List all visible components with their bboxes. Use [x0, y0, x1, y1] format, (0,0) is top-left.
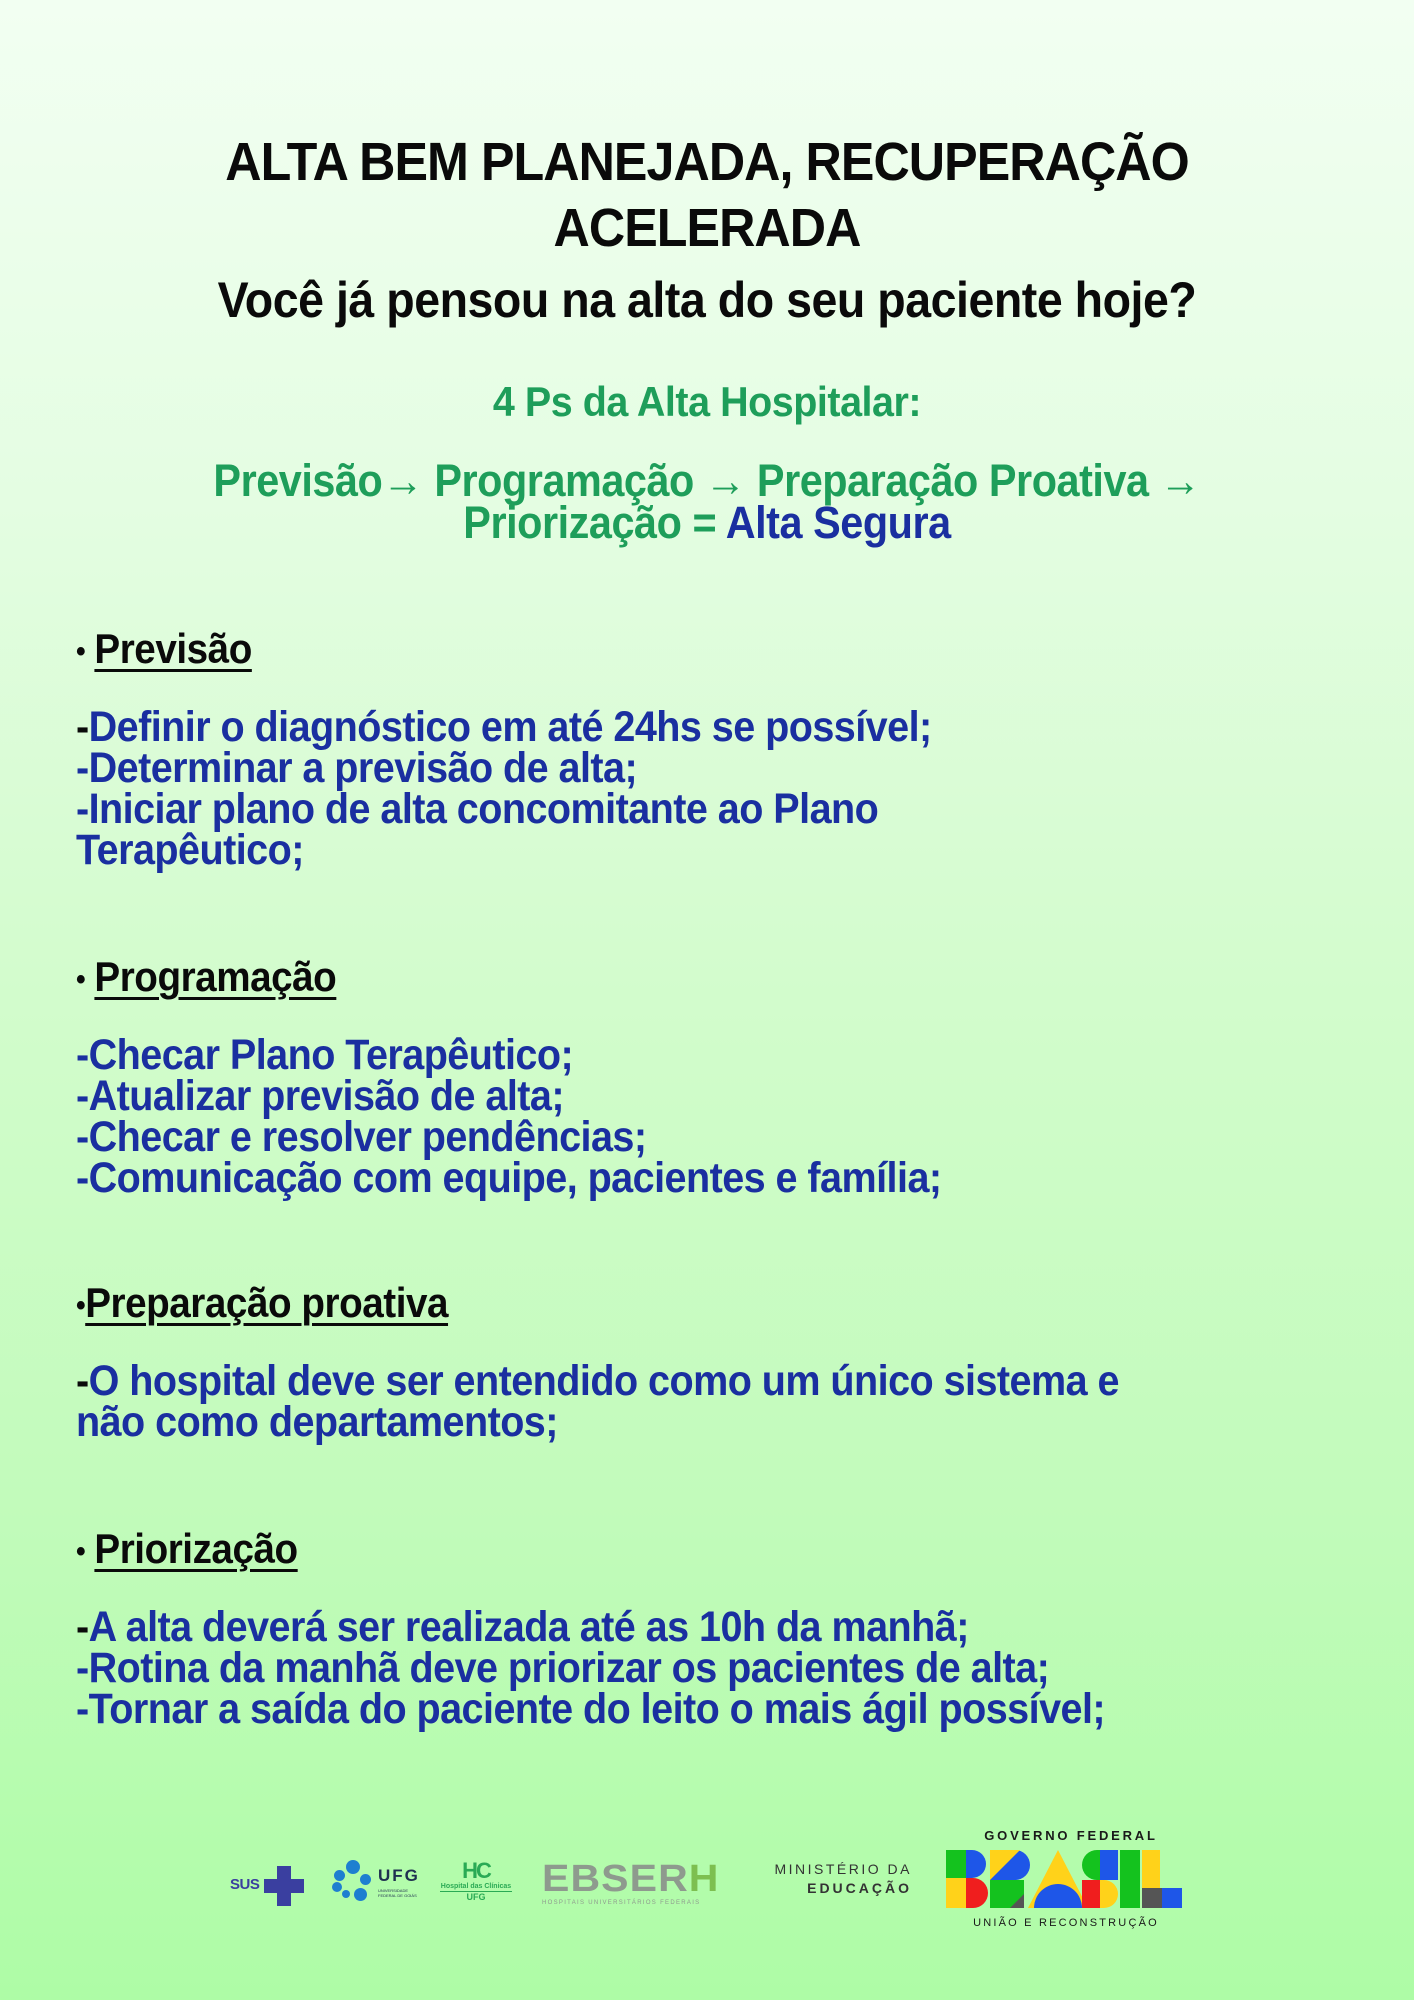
- sus-cross-icon-bar: [264, 1879, 304, 1893]
- gov-line1: GOVERNO FEDERAL: [984, 1828, 1158, 1843]
- list-item: -Iniciar plano de alta concomitante ao Plano: [76, 784, 879, 833]
- sus-logo: [230, 1866, 310, 1906]
- ebserh-wordmark: [542, 1860, 732, 1898]
- section-programacao: [76, 952, 1376, 1202]
- list-item: -Atualizar previsão de alta;: [76, 1071, 564, 1120]
- ufg-hexagon-icon: [334, 1870, 345, 1881]
- hc-ufg-logo: [440, 1860, 512, 1910]
- dash-marker: -: [76, 1602, 89, 1651]
- list-item: Terapêutico;: [76, 825, 304, 874]
- ebserh-subtitle: HOSPITAIS UNIVERSITÁRIOS FEDERAIS: [542, 1900, 701, 1906]
- poster-title-line1: ALTA BEM PLANEJADA, RECUPERAÇÃO: [225, 132, 1189, 192]
- ebserh-logo: [542, 1860, 718, 1906]
- poster-subtitle: Você já pensou na alta do seu paciente hoje?: [217, 272, 1197, 328]
- mec-line1: MINISTÉRIO DA: [774, 1861, 912, 1877]
- list-item: -Comunicação com equipe, pacientes e família;: [76, 1153, 942, 1202]
- list-item: [76, 1356, 1272, 1405]
- section-title: Priorização: [94, 1525, 298, 1572]
- bullet-icon: •: [76, 634, 86, 668]
- section-heading: [76, 952, 1272, 1005]
- section-items: [76, 1602, 1376, 1733]
- brasil-wordmark-icon: [946, 1850, 1182, 1908]
- bullet-icon: •: [76, 962, 86, 996]
- section-previsao: [76, 624, 1376, 874]
- ufg-hexagon-icon: [346, 1860, 360, 1874]
- four-ps-flow-line1: Previsão→ Programação → Preparação Proativa →: [213, 455, 1201, 506]
- section-items: [76, 1030, 1376, 1202]
- ufg-hexagon-icon: [332, 1882, 342, 1892]
- section-heading: [76, 1524, 1272, 1577]
- list-item-text: A alta deverá ser realizada até as 10h da manhã;: [88, 1602, 969, 1651]
- gov-line3: UNIÃO E RECONSTRUÇÃO: [973, 1917, 1159, 1929]
- section-title: Preparação proativa: [85, 1279, 449, 1326]
- four-ps-flow-prefix: Priorização =: [463, 497, 726, 548]
- dash-marker: -: [76, 1356, 89, 1405]
- section-heading: [76, 624, 1272, 677]
- section-title: Previsão: [94, 625, 252, 672]
- ufg-hexagon-icon: [360, 1874, 371, 1885]
- list-item: -Rotina da manhã deve priorizar os pacientes de alta;: [76, 1643, 1050, 1692]
- governo-federal-logo: [946, 1828, 1186, 1938]
- ufg-logo: [332, 1860, 432, 1906]
- ufg-hexagon-icon: [342, 1890, 350, 1898]
- ministerio-educacao-logo: [752, 1860, 912, 1910]
- section-items: [76, 1356, 1376, 1446]
- dash-marker: -: [76, 702, 89, 751]
- list-item: -Determinar a previsão de alta;: [76, 743, 638, 792]
- four-ps-result: Alta Segura: [725, 497, 951, 548]
- ufg-logo-text: UFG: [378, 1866, 420, 1885]
- ebserh-h-letter: H: [688, 1858, 720, 1900]
- bullet-icon: •: [76, 1288, 86, 1322]
- section-preparacao-proativa: [76, 1278, 1376, 1446]
- hc-logo-subtitle: Hospital das Clínicas: [440, 1883, 512, 1890]
- list-item: não como departamentos;: [76, 1397, 558, 1446]
- list-item: -Checar e resolver pendências;: [76, 1112, 647, 1161]
- section-heading: [76, 1278, 1272, 1331]
- list-item: -Checar Plano Terapêutico;: [76, 1030, 574, 1079]
- mec-line2: EDUCAÇÃO: [807, 1880, 912, 1896]
- hc-logo-mark: HC: [462, 1858, 490, 1883]
- sus-logo-text: SUS: [230, 1876, 260, 1893]
- ufg-logo-subtitle: UNIVERSIDADE FEDERAL DE GOIÁS: [378, 1888, 417, 1898]
- list-item-text: O hospital deve ser entendido como um único sistema e: [88, 1356, 1119, 1405]
- four-ps-heading: 4 Ps da Alta Hospitalar:: [492, 378, 922, 425]
- poster-title-line2: ACELERADA: [553, 198, 861, 258]
- list-item-text: Definir o diagnóstico em até 24hs se possível;: [88, 702, 932, 751]
- ufg-hexagon-icon: [354, 1888, 367, 1901]
- four-ps-flow-line2: [57, 497, 1358, 548]
- section-items: [76, 702, 1376, 874]
- list-item: [76, 1602, 1272, 1651]
- ebserh-main-text: EBSER: [542, 1858, 689, 1900]
- section-title: Programação: [94, 953, 337, 1000]
- section-priorizacao: [76, 1524, 1376, 1733]
- hc-logo-ufg: UFG: [466, 1892, 486, 1902]
- bullet-icon: •: [76, 1534, 86, 1568]
- list-item: [76, 702, 1272, 751]
- list-item: -Tornar a saída do paciente do leito o mais ágil possível;: [76, 1684, 1106, 1733]
